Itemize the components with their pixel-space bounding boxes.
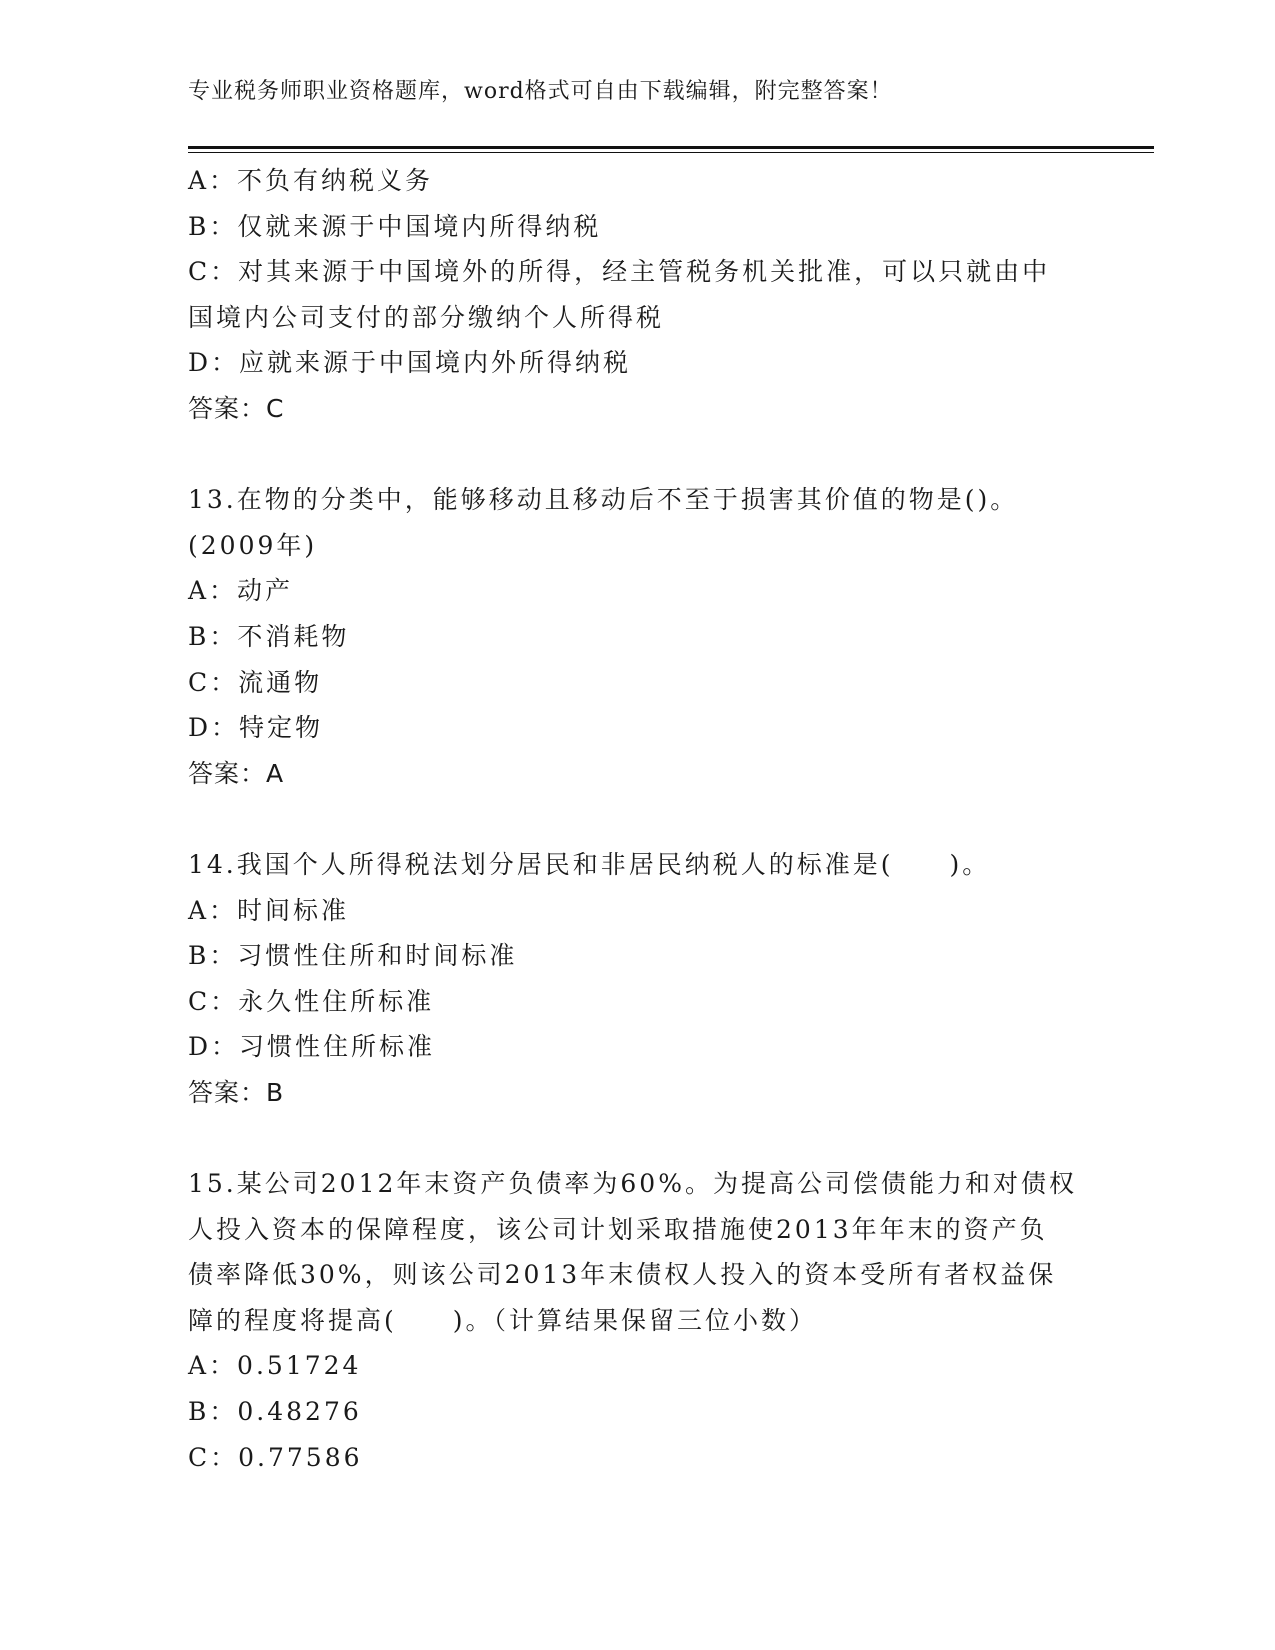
q14-option-a: A：时间标准: [188, 895, 350, 925]
q14-option-c: C：永久性住所标准: [188, 986, 435, 1016]
q15-stem-line1: 15.某公司2012年末资产负债率为60%。为提高公司偿债能力和对债权: [188, 1169, 1077, 1199]
q13-option-c: C：流通物: [188, 667, 323, 697]
q15-stem-line4: 障的程度将提高( )。（计算结果保留三位小数）: [188, 1305, 818, 1335]
header-rule-thick: [188, 146, 1154, 149]
question-13: [188, 477, 1088, 796]
q15-stem-line2: 人投入资本的保障程度，该公司计划采取措施使2013年年末的资产负: [188, 1214, 1048, 1244]
q13-option-a: A：动产: [188, 576, 294, 606]
q15-option-c: C：0.77586: [188, 1442, 363, 1472]
q15-option-b: B：0.48276: [188, 1397, 362, 1427]
q12-option-a: A：不负有纳税义务: [188, 166, 434, 195]
q14-option-d: D：习惯性住所标准: [188, 1032, 436, 1062]
q13-option-d: D：特定物: [188, 713, 324, 743]
q12-option-c-line2: 国境内公司支付的部分缴纳个人所得税: [188, 302, 665, 332]
q14-option-b: B：习惯性住所和时间标准: [188, 941, 518, 971]
q12-answer: 答案：C: [188, 393, 285, 423]
q13-stem-line1: 13.在物的分类中，能够移动且移动后不至于损害其价值的物是()。: [188, 485, 1019, 515]
q14-stem-line1: 14.我国个人所得税法划分居民和非居民纳税人的标准是( )。: [188, 849, 991, 879]
question-15: [188, 1161, 1088, 1480]
q12-option-d: D：应就来源于中国境内外所得纳税: [188, 348, 632, 378]
q14-answer: 答案：B: [188, 1077, 285, 1107]
question-content: [188, 158, 1088, 1480]
q13-option-b: B：不消耗物: [188, 621, 350, 651]
spacer: [188, 1115, 1088, 1161]
header-rule-thin: [188, 152, 1154, 153]
header-note: 专业税务师职业资格题库，word格式可自由下载编辑，附完整答案！: [188, 79, 893, 104]
spacer: [188, 796, 1088, 842]
q13-answer: 答案：A: [188, 758, 285, 788]
q15-option-a: A：0.51724: [188, 1351, 362, 1381]
spacer: [188, 432, 1088, 478]
q15-stem-line3: 债率降低30%，则该公司2013年末债权人投入的资本受所有者权益保: [188, 1260, 1057, 1290]
question-12: [188, 158, 1088, 432]
question-14: [188, 842, 1088, 1116]
q13-stem-line2: (2009年): [188, 530, 318, 560]
q12-option-c-line1: C：对其来源于中国境外的所得，经主管税务机关批准，可以只就由中: [188, 257, 1051, 287]
q12-option-b: B：仅就来源于中国境内所得纳税: [188, 211, 602, 241]
